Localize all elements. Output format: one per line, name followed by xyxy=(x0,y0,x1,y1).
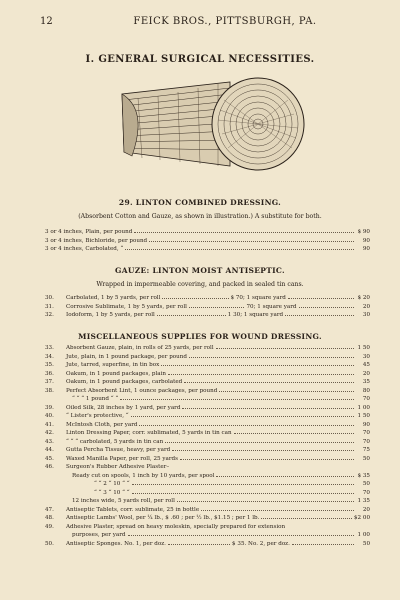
dot-leader xyxy=(234,433,354,434)
dot-leader xyxy=(165,442,354,443)
list-item xyxy=(45,490,370,499)
item-number: 49. xyxy=(45,523,54,530)
item-price: 70 xyxy=(362,396,370,402)
dot-leader xyxy=(285,315,354,316)
item-price: 90 xyxy=(362,421,370,428)
list-item xyxy=(45,541,370,550)
item-description: Gutta Percha Tissue, heavy, per yard xyxy=(66,447,171,453)
item-number: 30. xyxy=(45,295,54,301)
item-number: 31. xyxy=(45,303,54,310)
list-item xyxy=(45,345,370,354)
item-price: $2 00 xyxy=(353,515,370,521)
list-item xyxy=(45,396,370,405)
item-price: 80 xyxy=(362,387,370,394)
dot-leader xyxy=(168,544,230,545)
item-description: Carbolated, 1 by 5 yards, per roll xyxy=(66,295,161,301)
item-roll-price: 1 30; 1 square yard xyxy=(227,312,284,318)
section-title: I. GENERAL SURGICAL NECESSITIES. xyxy=(85,54,315,65)
item-description: 12 inches wide, 5 yards roll, per roll xyxy=(72,498,175,504)
item-price: $ 35 xyxy=(357,472,370,479)
item-description: Waxed Manilla Paper, per roll, 25 yards xyxy=(66,455,178,462)
page-number: 12 xyxy=(40,16,53,27)
item-number: 32. xyxy=(45,312,54,318)
item-description: “ Lister's protective, “ xyxy=(66,413,129,419)
item-description: Antiseptic Tablets, corr. sublimate, 25 in bottle xyxy=(66,506,200,513)
item-price: 1 35 xyxy=(357,498,370,504)
list-item xyxy=(45,524,370,533)
item-price: 1 50 xyxy=(357,413,370,419)
item-number: 50. xyxy=(45,540,54,547)
item-roll-price: $ 70; 1 square yard xyxy=(230,295,286,301)
item-description: Corrosive Sublimate, 1 by 5 yards, per roll xyxy=(66,303,187,310)
item-description: 3 or 4 inches, Bichloride, per pound xyxy=(45,237,148,244)
item-price: 50 xyxy=(362,481,370,487)
dot-leader xyxy=(189,307,245,308)
item-price: 90 xyxy=(362,237,370,244)
dot-leader xyxy=(131,416,354,417)
linton-dressing-title: 29. LINTON COMBINED DRESSING. xyxy=(118,198,282,207)
item-description: Antiseptic Sponges. No. 1, per doz. xyxy=(66,540,166,547)
dot-leader xyxy=(132,484,354,485)
item-description: Jute, tarred, superfine, in tin box xyxy=(66,362,160,368)
item-description: Jute, plain, in 1 pound package, per pound xyxy=(66,353,187,360)
linton-dressing-list xyxy=(45,229,370,255)
list-item xyxy=(45,413,370,422)
gauze-title: GAUZE: LINTON MOIST ANTISEPTIC. xyxy=(115,266,285,275)
misc-title: MISCELLANEOUS SUPPLIES FOR WOUND DRESSING. xyxy=(78,332,322,341)
list-item xyxy=(45,354,370,363)
item-description: Adhesive Plaster, spread on heavy moleskin, specially prepared for extension xyxy=(66,523,286,530)
item-description: Oakum, in 1 pound packages, plain xyxy=(66,370,166,377)
dot-leader xyxy=(184,382,354,383)
linton-dressing-note: (Absorbent Cotton and Gauze, as shown in illustration.) A substitute for both. xyxy=(78,213,322,220)
dot-leader xyxy=(201,510,354,511)
item-description: Linton Dressing Paper, corr. sublimated, 5 yards in tin can xyxy=(66,430,232,436)
item-description: “ “ “ 1 pound “ “ xyxy=(72,396,119,402)
item-description: McIntosh Cloth, per yard xyxy=(66,421,138,428)
dot-leader xyxy=(182,408,354,409)
list-item xyxy=(45,379,370,388)
list-item xyxy=(45,498,370,507)
item-price: 1 00 xyxy=(357,532,370,538)
item-price: 70 xyxy=(362,489,370,496)
page-header xyxy=(40,16,370,30)
item-price: 30 xyxy=(362,312,371,318)
item-roll-price: 70; 1 square yard xyxy=(246,303,297,310)
item-description: 3 or 4 inches, Carbolated, “ xyxy=(45,246,124,252)
list-item xyxy=(45,532,370,541)
item-price: 20 xyxy=(362,370,370,377)
item-number: 42. xyxy=(45,430,54,436)
dot-leader xyxy=(168,374,354,375)
list-item xyxy=(45,481,370,490)
dot-leader xyxy=(180,459,354,460)
list-item xyxy=(45,229,370,238)
item-number: 39. xyxy=(45,404,54,411)
item-price: 30 xyxy=(362,353,370,360)
running-title: FEICK BROS., PITTSBURGH, PA. xyxy=(133,16,317,27)
dot-leader xyxy=(216,476,354,477)
item-price: 1 50 xyxy=(357,345,370,351)
dot-leader xyxy=(125,249,354,250)
list-item xyxy=(45,473,370,482)
item-description: Ready cut on spools, 1 inch by 10 yards, per spool xyxy=(72,472,215,479)
list-item xyxy=(45,515,370,524)
dot-leader xyxy=(132,493,354,494)
item-number: 36. xyxy=(45,370,54,377)
item-number: 48. xyxy=(45,515,54,521)
list-item xyxy=(45,246,370,255)
item-description: purposes, per yard xyxy=(72,532,126,538)
dot-leader xyxy=(161,365,354,366)
dot-leader xyxy=(261,518,352,519)
item-description: Oakum, in 1 pound packages, carbolated xyxy=(66,379,183,385)
linton-dressing-illustration xyxy=(118,70,308,178)
dot-leader xyxy=(177,501,354,502)
item-description: “ “ 3 “ 10 “ “ xyxy=(94,489,130,496)
list-item xyxy=(45,507,370,516)
list-item xyxy=(45,388,370,397)
item-description: Perfect Absorbent Lint, 1 ounce packages, per pound xyxy=(66,387,218,394)
dot-leader xyxy=(149,241,354,242)
item-extra-price: $ 35. No. 2, per doz. xyxy=(232,540,290,547)
item-description: 3 or 4 inches, Plain, per pound xyxy=(45,229,133,235)
item-number: 43. xyxy=(45,438,54,445)
list-item xyxy=(45,422,370,431)
item-description: Iodoform, 1 by 5 yards, per roll xyxy=(66,312,155,318)
list-item xyxy=(45,430,370,439)
item-description: “ “ “ carbolated, 5 yards in tin can xyxy=(66,438,164,445)
dot-leader xyxy=(189,357,354,358)
gauze-list xyxy=(45,295,370,321)
list-item xyxy=(45,447,370,456)
item-description: Surgeon's Rubber Adhesive Plaster– xyxy=(66,464,170,470)
item-number: 35. xyxy=(45,362,54,368)
item-number: 37. xyxy=(45,379,54,385)
dot-leader xyxy=(139,425,354,426)
item-number: 47. xyxy=(45,506,54,513)
item-number: 33. xyxy=(45,345,54,351)
item-price: 20 xyxy=(362,303,371,310)
item-price: $ 90 xyxy=(357,229,370,235)
item-number: 45. xyxy=(45,455,54,462)
item-number: 34. xyxy=(45,353,54,360)
dot-leader xyxy=(128,535,354,536)
dot-leader xyxy=(172,450,354,451)
item-price: 75 xyxy=(362,447,370,453)
item-price: 45 xyxy=(362,362,370,368)
item-price: 1 00 xyxy=(357,404,370,411)
item-description: Antiseptic Lambs' Wool, per ¼ lb., $ .60 ; per ½ lb., $1.15 ; per 1 lb. xyxy=(66,515,260,521)
item-description: Absorbent Gauze, plain, in rolls of 25 yards, per roll xyxy=(66,345,214,351)
item-number: 40. xyxy=(45,413,54,419)
dot-leader xyxy=(216,348,354,349)
item-number: 44. xyxy=(45,447,54,453)
item-description: Oiled Silk, 28 inches by 1 yard, per yard xyxy=(66,404,181,411)
item-number: 38. xyxy=(45,387,54,394)
dot-leader xyxy=(292,544,354,545)
item-price: 70 xyxy=(362,430,370,436)
list-item xyxy=(45,439,370,448)
list-item xyxy=(45,405,370,414)
item-number: 41. xyxy=(45,421,54,428)
list-item xyxy=(45,238,370,247)
misc-list xyxy=(45,345,370,549)
item-number: 46. xyxy=(45,464,54,470)
list-item xyxy=(45,304,370,313)
item-description: “ “ 2 “ 10 “ “ xyxy=(94,481,130,487)
list-item xyxy=(45,295,370,304)
dot-leader xyxy=(134,232,354,233)
item-price: 50 xyxy=(362,455,370,462)
item-price: $ 20 xyxy=(357,295,370,301)
dot-leader xyxy=(288,298,354,299)
item-price: 90 xyxy=(362,246,370,252)
dot-leader xyxy=(162,298,228,299)
dot-leader xyxy=(157,315,226,316)
dot-leader xyxy=(219,391,354,392)
item-price: 50 xyxy=(362,540,371,547)
list-item xyxy=(45,464,370,473)
item-price: 35 xyxy=(362,379,370,385)
list-item xyxy=(45,312,370,321)
list-item xyxy=(45,456,370,465)
item-price: 70 xyxy=(362,438,370,445)
list-item xyxy=(45,371,370,380)
gauze-note: Wrapped in impermeable covering, and packed in sealed tin cans. xyxy=(96,281,304,288)
list-item xyxy=(45,362,370,371)
dot-leader xyxy=(299,307,355,308)
item-price: 20 xyxy=(362,506,370,513)
dot-leader xyxy=(120,399,354,400)
